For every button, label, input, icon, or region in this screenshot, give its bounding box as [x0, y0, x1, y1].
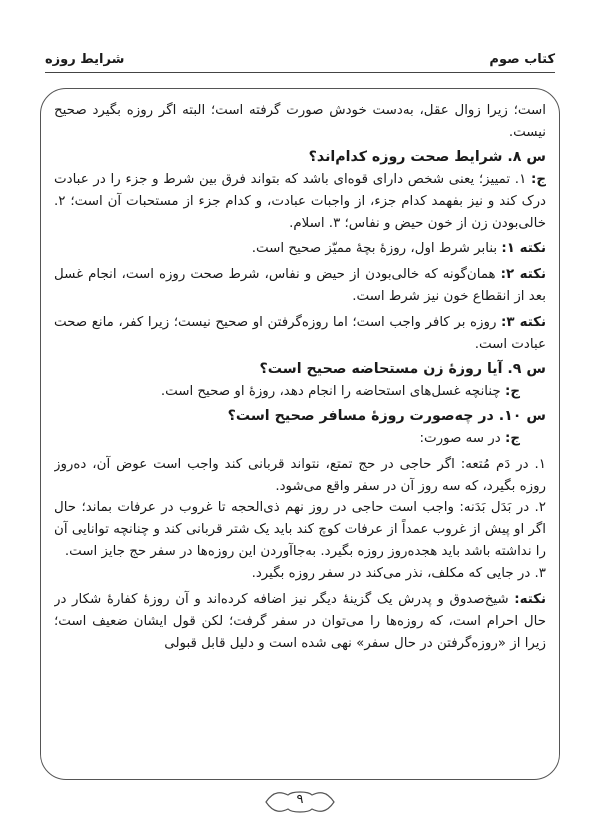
- book-title: کتاب صوم: [489, 52, 555, 67]
- note-label: نکته:: [514, 592, 546, 608]
- note-4-text: شیخ‌صدوق و پدرش یک گزینهٔ دیگر نیز اضافه کرده‌اند و آن روزهٔ کفارهٔ شکار در حال احرام است، که روزه‌ها را می‌توان در سفر گرفت؛ لکن قول ایشان ضعیف است؛ زیرا از «روزه‌گرفتن در حال سفر» نهی شده است و دلیل قابل قبولی: [54, 592, 546, 651]
- answer-9: [54, 381, 546, 403]
- paragraph-continuation: است؛ زیرا زوال عقل، به‌دست خودش صورت گرفته است؛ البته اگر روزه بگیرد صحیح نیست.: [54, 103, 546, 140]
- question-10: س ۱۰. در چه‌صورت روزهٔ مسافر صحیح است؟: [227, 407, 546, 424]
- question-8: س ۸. شرایط صحت روزه کدام‌اند؟: [308, 148, 546, 165]
- answer-label: ج:: [530, 171, 546, 187]
- answer-10: [54, 428, 546, 450]
- list-item: ۲. در بَدَل بَدَنه: واجب است حاجی در روز نهم ذی‌الحجه تا غروب در عرفات بماند؛ حال اگر او پیش از غروب عمداً از عرفات کوچ کند باید یک شتر قربانی کند و چنانچه توانایی آن را نداشته باشد باید هجده‌روز روزه بگیرد. به‌جاآوردن این روزه‌ها در سفر حج جایز است.: [54, 500, 546, 560]
- list-item: ۳. در جایی که مکلف، نذر می‌کند در سفر روزه بگیرد.: [251, 566, 546, 582]
- answer-9-text: چنانچه غسل‌های استحاضه را انجام دهد، روزهٔ او صحیح است.: [160, 383, 501, 399]
- list-item: ۱. در دَم مُتعه: اگر حاجی در حج تمتع، نتواند قربانی کند واجب است عوض آن، ده‌روز روزه بگیرد، که سه روز آن در سفر واقع می‌شود.: [54, 456, 546, 494]
- note-label: نکته ۲:: [500, 267, 546, 283]
- answer-8-text: ۱. تمییز؛ یعنی شخص دارای قوه‌ای باشد که بتواند فرق بین شرط و جزء را در عبادت درک کند و نیز بفهمد کدام جزء، از واجبات عبادت، و کدام جزء از مستحبات آن است؛ ۲. خالی‌بودن زن از خون حیض و نفاس؛ ۳. اسلام.: [54, 171, 546, 231]
- note-label: نکته ۱:: [501, 241, 546, 257]
- note-3: [54, 312, 546, 356]
- answer-8: [54, 169, 546, 235]
- running-header: [45, 52, 555, 72]
- header-rule: [45, 72, 555, 73]
- note-1: [54, 238, 546, 260]
- answer-10-text: در سه صورت:: [419, 430, 501, 446]
- question-9: س ۹. آیا روزهٔ زن مستحاضه صحیح است؟: [259, 360, 546, 377]
- note-2-text: همان‌گونه که خالی‌بودن از حیض و نفاس، شرط صحت روزه است، انجام غسل بعد از انقطاع خون نیز شرط است.: [54, 267, 546, 305]
- answer-label: ج:: [504, 383, 520, 399]
- page-number: ۹: [296, 792, 304, 807]
- note-2: [54, 264, 546, 308]
- note-3-text: روزه بر کافر واجب است؛ اما روزه‌گرفتن او صحیح نیست؛ زیرا کفر، مانع صحت عبادت است.: [54, 315, 546, 353]
- page-number-ornament: [262, 790, 338, 814]
- note-label: نکته ۳:: [501, 315, 546, 331]
- answer-label: ج:: [504, 430, 520, 446]
- page-body: [54, 100, 546, 770]
- note-4: [54, 589, 546, 655]
- chapter-title: شرایط روزه: [45, 52, 125, 67]
- note-1-text: بنابر شرط اول، روزهٔ بچهٔ ممیّز صحیح است.: [251, 241, 498, 257]
